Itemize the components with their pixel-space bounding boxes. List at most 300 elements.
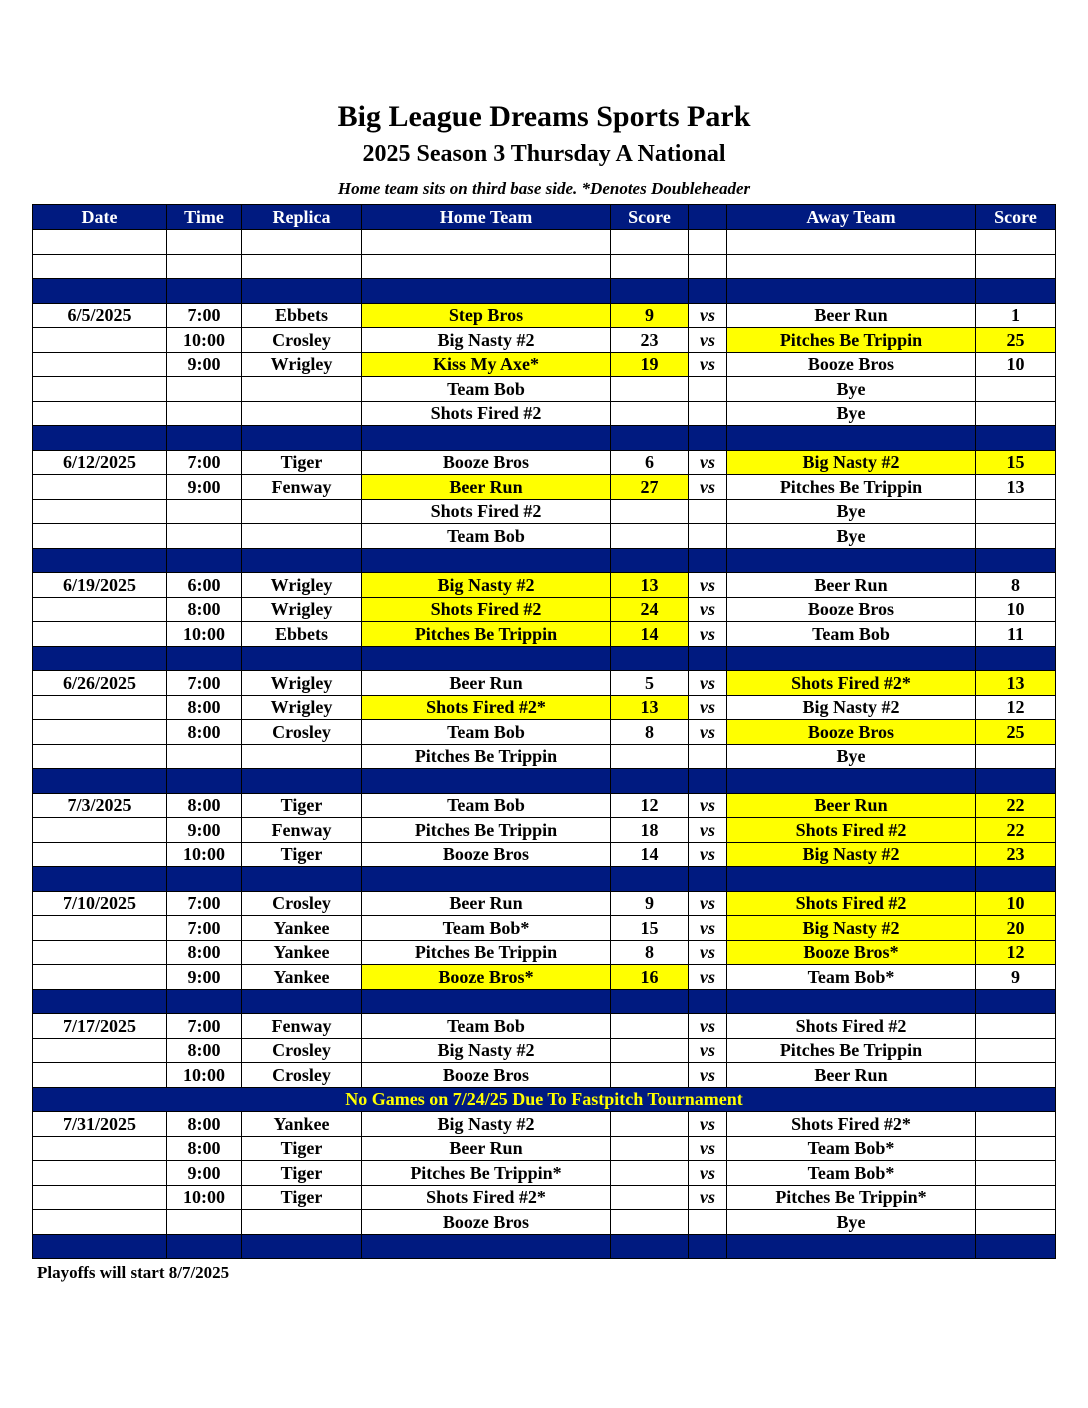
separator-cell: [242, 279, 362, 304]
separator-row: [33, 769, 1056, 794]
replica-cell: Tiger: [242, 450, 362, 475]
no-games-note: No Games on 7/24/25 Due To Fastpitch Tournament: [33, 1087, 1056, 1112]
replica-cell: Yankee: [242, 940, 362, 965]
date-cell: [33, 401, 167, 426]
separator-cell: [689, 769, 727, 794]
away-score-cell: 22: [976, 818, 1056, 843]
date-cell: [33, 597, 167, 622]
page-subtitle: 2025 Season 3 Thursday A National: [362, 141, 726, 167]
table-row: [33, 1014, 1056, 1039]
separator-cell: [33, 279, 167, 304]
home-score-cell: [611, 1014, 689, 1039]
replica-cell: Wrigley: [242, 597, 362, 622]
col-away-score-header: Score: [976, 205, 1056, 230]
home-team-cell: Team Bob: [362, 720, 611, 745]
vs-cell: vs: [689, 1161, 727, 1186]
date-cell: [33, 352, 167, 377]
separator-cell: [611, 426, 689, 451]
separator-cell: [33, 867, 167, 892]
table-row: [33, 1063, 1056, 1088]
home-score-cell: 19: [611, 352, 689, 377]
date-cell: [33, 744, 167, 769]
home-score-cell: [611, 1038, 689, 1063]
replica-cell: Ebbets: [242, 303, 362, 328]
separator-cell: [242, 548, 362, 573]
vs-cell: vs: [689, 303, 727, 328]
date-cell: [33, 916, 167, 941]
away-score-cell: [976, 1136, 1056, 1161]
away-score-cell: 25: [976, 720, 1056, 745]
separator-cell: [976, 1234, 1056, 1259]
separator-cell: [976, 989, 1056, 1014]
time-cell: 7:00: [167, 303, 242, 328]
separator-cell: [727, 426, 976, 451]
separator-cell: [976, 548, 1056, 573]
time-cell: [167, 401, 242, 426]
date-cell: [33, 940, 167, 965]
time-cell: 9:00: [167, 818, 242, 843]
home-team-cell: Step Bros: [362, 303, 611, 328]
home-score-cell: 8: [611, 720, 689, 745]
home-score-cell: 23: [611, 328, 689, 353]
time-cell: 9:00: [167, 1161, 242, 1186]
time-cell: 8:00: [167, 1038, 242, 1063]
date-cell: [33, 328, 167, 353]
replica-cell: Tiger: [242, 793, 362, 818]
table-row: [33, 1185, 1056, 1210]
away-score-cell: [976, 1185, 1056, 1210]
date-cell: 6/12/2025: [33, 450, 167, 475]
separator-cell: [689, 867, 727, 892]
replica-cell: Crosley: [242, 328, 362, 353]
table-row: [33, 1136, 1056, 1161]
table-row: [33, 573, 1056, 598]
separator-cell: [976, 646, 1056, 671]
table-row: [33, 303, 1056, 328]
away-score-cell: 10: [976, 352, 1056, 377]
away-team-cell: Shots Fired #2: [727, 1014, 976, 1039]
time-cell: 8:00: [167, 695, 242, 720]
table-row: [33, 328, 1056, 353]
home-score-cell: [611, 1161, 689, 1186]
home-team-cell: Team Bob: [362, 1014, 611, 1039]
away-team-cell: Bye: [727, 499, 976, 524]
time-cell: 9:00: [167, 965, 242, 990]
date-cell: [33, 475, 167, 500]
home-team-cell: Shots Fired #2: [362, 499, 611, 524]
date-cell: [33, 965, 167, 990]
table-row: [33, 695, 1056, 720]
away-team-cell: Bye: [727, 524, 976, 549]
away-score-cell: [976, 1063, 1056, 1088]
separator-cell: [689, 279, 727, 304]
date-cell: [33, 695, 167, 720]
schedule-note: Home team sits on third base side. *Denotes Doubleheader: [337, 179, 751, 198]
separator-cell: [242, 989, 362, 1014]
playoffs-note: Playoffs will start 8/7/2025: [37, 1263, 230, 1282]
home-team-cell: Pitches Be Trippin*: [362, 1161, 611, 1186]
away-score-cell: 11: [976, 622, 1056, 647]
away-team-cell: Shots Fired #2*: [727, 1112, 976, 1137]
time-cell: 10:00: [167, 622, 242, 647]
date-cell: [33, 818, 167, 843]
home-team-cell: Booze Bros: [362, 842, 611, 867]
home-score-cell: 13: [611, 695, 689, 720]
replica-cell: Wrigley: [242, 695, 362, 720]
home-team-cell: Booze Bros: [362, 450, 611, 475]
blank-cell: [362, 230, 611, 255]
separator-cell: [611, 646, 689, 671]
home-score-cell: 5: [611, 671, 689, 696]
blank-cell: [167, 230, 242, 255]
home-score-cell: 27: [611, 475, 689, 500]
home-team-cell: Team Bob: [362, 793, 611, 818]
away-team-cell: Team Bob*: [727, 1136, 976, 1161]
table-row: [33, 377, 1056, 402]
vs-cell: vs: [689, 891, 727, 916]
table-row: [33, 1210, 1056, 1235]
replica-cell: Crosley: [242, 720, 362, 745]
home-score-cell: [611, 1185, 689, 1210]
page-title: Big League Dreams Sports Park: [337, 100, 751, 133]
replica-cell: Fenway: [242, 818, 362, 843]
col-home-score-header: Score: [611, 205, 689, 230]
separator-cell: [611, 989, 689, 1014]
home-team-cell: Pitches Be Trippin: [362, 940, 611, 965]
date-cell: [33, 842, 167, 867]
home-team-cell: Shots Fired #2*: [362, 695, 611, 720]
away-team-cell: Big Nasty #2: [727, 916, 976, 941]
col-home-team-header: Home Team: [362, 205, 611, 230]
table-row: [33, 671, 1056, 696]
vs-cell: [689, 1210, 727, 1235]
away-score-cell: 15: [976, 450, 1056, 475]
blank-cell: [33, 254, 167, 279]
vs-cell: vs: [689, 1014, 727, 1039]
time-cell: 8:00: [167, 597, 242, 622]
home-score-cell: [611, 1112, 689, 1137]
home-score-cell: 18: [611, 818, 689, 843]
away-team-cell: Bye: [727, 377, 976, 402]
home-score-cell: [611, 1063, 689, 1088]
separator-cell: [689, 548, 727, 573]
separator-cell: [33, 989, 167, 1014]
away-score-cell: [976, 1210, 1056, 1235]
away-team-cell: Team Bob*: [727, 965, 976, 990]
away-score-cell: [976, 1161, 1056, 1186]
schedule-table: [32, 204, 1056, 1259]
table-row: [33, 891, 1056, 916]
table-header-row: [33, 205, 1056, 230]
vs-cell: vs: [689, 720, 727, 745]
replica-cell: [242, 744, 362, 769]
blank-cell: [976, 230, 1056, 255]
date-cell: 6/5/2025: [33, 303, 167, 328]
separator-cell: [611, 279, 689, 304]
replica-cell: Yankee: [242, 1112, 362, 1137]
blank-cell: [611, 230, 689, 255]
date-cell: 7/10/2025: [33, 891, 167, 916]
replica-cell: [242, 401, 362, 426]
separator-cell: [242, 867, 362, 892]
separator-row: [33, 426, 1056, 451]
replica-cell: Tiger: [242, 842, 362, 867]
table-row: [33, 965, 1056, 990]
away-team-cell: Beer Run: [727, 1063, 976, 1088]
home-score-cell: 14: [611, 622, 689, 647]
separator-cell: [167, 867, 242, 892]
separator-cell: [33, 769, 167, 794]
time-cell: 7:00: [167, 450, 242, 475]
home-team-cell: Kiss My Axe*: [362, 352, 611, 377]
separator-cell: [242, 426, 362, 451]
time-cell: 7:00: [167, 1014, 242, 1039]
home-score-cell: [611, 1136, 689, 1161]
vs-cell: vs: [689, 940, 727, 965]
table-row: [33, 793, 1056, 818]
home-team-cell: Pitches Be Trippin: [362, 818, 611, 843]
home-score-cell: [611, 377, 689, 402]
blank-row: [33, 230, 1056, 255]
table-row: [33, 1038, 1056, 1063]
blank-cell: [167, 254, 242, 279]
separator-cell: [611, 1234, 689, 1259]
separator-cell: [976, 426, 1056, 451]
col-date-header: Date: [33, 205, 167, 230]
home-team-cell: Beer Run: [362, 1136, 611, 1161]
home-team-cell: Pitches Be Trippin: [362, 744, 611, 769]
replica-cell: Crosley: [242, 1038, 362, 1063]
vs-cell: [689, 499, 727, 524]
away-score-cell: [976, 744, 1056, 769]
replica-cell: Tiger: [242, 1136, 362, 1161]
home-team-cell: Big Nasty #2: [362, 328, 611, 353]
away-team-cell: Bye: [727, 1210, 976, 1235]
away-team-cell: Shots Fired #2: [727, 818, 976, 843]
separator-cell: [727, 279, 976, 304]
time-cell: 7:00: [167, 671, 242, 696]
separator-row: [33, 867, 1056, 892]
time-cell: 8:00: [167, 793, 242, 818]
vs-cell: vs: [689, 450, 727, 475]
home-score-cell: [611, 524, 689, 549]
separator-row: [33, 279, 1056, 304]
away-score-cell: 25: [976, 328, 1056, 353]
replica-cell: [242, 499, 362, 524]
blank-cell: [727, 230, 976, 255]
home-team-cell: Booze Bros*: [362, 965, 611, 990]
away-score-cell: [976, 1112, 1056, 1137]
away-score-cell: 20: [976, 916, 1056, 941]
home-team-cell: Shots Fired #2: [362, 401, 611, 426]
separator-cell: [689, 1234, 727, 1259]
vs-cell: vs: [689, 965, 727, 990]
home-score-cell: 15: [611, 916, 689, 941]
table-row: [33, 720, 1056, 745]
away-score-cell: [976, 524, 1056, 549]
separator-cell: [727, 548, 976, 573]
time-cell: 6:00: [167, 573, 242, 598]
time-cell: 9:00: [167, 475, 242, 500]
table-row: [33, 1112, 1056, 1137]
table-row: [33, 818, 1056, 843]
col-time-header: Time: [167, 205, 242, 230]
blank-cell: [242, 230, 362, 255]
away-team-cell: Beer Run: [727, 303, 976, 328]
away-team-cell: Pitches Be Trippin: [727, 475, 976, 500]
time-cell: 9:00: [167, 352, 242, 377]
away-score-cell: 12: [976, 695, 1056, 720]
blank-cell: [689, 254, 727, 279]
separator-cell: [33, 646, 167, 671]
home-score-cell: 9: [611, 891, 689, 916]
separator-cell: [242, 769, 362, 794]
time-cell: 8:00: [167, 1112, 242, 1137]
date-cell: 7/31/2025: [33, 1112, 167, 1137]
separator-cell: [362, 989, 611, 1014]
date-cell: [33, 1063, 167, 1088]
away-team-cell: Team Bob*: [727, 1161, 976, 1186]
separator-cell: [362, 548, 611, 573]
away-team-cell: Bye: [727, 401, 976, 426]
separator-cell: [976, 867, 1056, 892]
vs-cell: vs: [689, 1038, 727, 1063]
vs-cell: [689, 744, 727, 769]
time-cell: 7:00: [167, 916, 242, 941]
vs-cell: vs: [689, 1136, 727, 1161]
separator-cell: [727, 989, 976, 1014]
separator-cell: [727, 867, 976, 892]
away-team-cell: Booze Bros: [727, 352, 976, 377]
home-score-cell: 12: [611, 793, 689, 818]
vs-cell: vs: [689, 695, 727, 720]
date-cell: 6/26/2025: [33, 671, 167, 696]
away-score-cell: 10: [976, 597, 1056, 622]
away-team-cell: Pitches Be Trippin: [727, 1038, 976, 1063]
time-cell: 10:00: [167, 1185, 242, 1210]
separator-cell: [167, 279, 242, 304]
away-score-cell: [976, 1038, 1056, 1063]
table-row: [33, 524, 1056, 549]
time-cell: [167, 524, 242, 549]
date-cell: [33, 720, 167, 745]
time-cell: 7:00: [167, 891, 242, 916]
schedule-body: [33, 230, 1056, 1259]
away-score-cell: 13: [976, 475, 1056, 500]
away-team-cell: Team Bob: [727, 622, 976, 647]
vs-cell: vs: [689, 328, 727, 353]
separator-cell: [362, 1234, 611, 1259]
away-score-cell: 8: [976, 573, 1056, 598]
vs-cell: vs: [689, 1112, 727, 1137]
vs-cell: vs: [689, 818, 727, 843]
time-cell: [167, 1210, 242, 1235]
away-team-cell: Shots Fired #2: [727, 891, 976, 916]
vs-cell: vs: [689, 573, 727, 598]
no-games-note-row: [33, 1087, 1056, 1112]
replica-cell: Wrigley: [242, 352, 362, 377]
vs-cell: [689, 524, 727, 549]
away-team-cell: Booze Bros: [727, 597, 976, 622]
separator-cell: [33, 426, 167, 451]
home-team-cell: Big Nasty #2: [362, 573, 611, 598]
away-team-cell: Beer Run: [727, 573, 976, 598]
replica-cell: Tiger: [242, 1185, 362, 1210]
separator-cell: [167, 1234, 242, 1259]
separator-cell: [362, 867, 611, 892]
home-team-cell: Big Nasty #2: [362, 1038, 611, 1063]
home-team-cell: Team Bob*: [362, 916, 611, 941]
away-team-cell: Big Nasty #2: [727, 842, 976, 867]
home-team-cell: Team Bob: [362, 524, 611, 549]
away-score-cell: [976, 499, 1056, 524]
replica-cell: [242, 1210, 362, 1235]
away-score-cell: [976, 401, 1056, 426]
home-score-cell: 16: [611, 965, 689, 990]
vs-cell: vs: [689, 1185, 727, 1210]
replica-cell: Crosley: [242, 1063, 362, 1088]
home-team-cell: Big Nasty #2: [362, 1112, 611, 1137]
table-row: [33, 744, 1056, 769]
separator-cell: [727, 769, 976, 794]
separator-cell: [362, 646, 611, 671]
time-cell: 10:00: [167, 842, 242, 867]
col-vs-header: [689, 205, 727, 230]
blank-cell: [242, 254, 362, 279]
home-score-cell: 24: [611, 597, 689, 622]
home-team-cell: Beer Run: [362, 475, 611, 500]
date-cell: [33, 1161, 167, 1186]
separator-cell: [727, 1234, 976, 1259]
replica-cell: Fenway: [242, 1014, 362, 1039]
table-row: [33, 622, 1056, 647]
col-replica-header: Replica: [242, 205, 362, 230]
home-score-cell: 8: [611, 940, 689, 965]
separator-cell: [242, 646, 362, 671]
date-cell: [33, 1210, 167, 1235]
separator-cell: [611, 769, 689, 794]
home-team-cell: Booze Bros: [362, 1210, 611, 1235]
date-cell: 7/3/2025: [33, 793, 167, 818]
time-cell: 8:00: [167, 940, 242, 965]
away-score-cell: 23: [976, 842, 1056, 867]
separator-cell: [362, 279, 611, 304]
vs-cell: vs: [689, 916, 727, 941]
home-score-cell: 14: [611, 842, 689, 867]
date-cell: 6/19/2025: [33, 573, 167, 598]
home-score-cell: [611, 744, 689, 769]
date-cell: [33, 524, 167, 549]
separator-cell: [727, 646, 976, 671]
separator-cell: [167, 769, 242, 794]
separator-cell: [611, 548, 689, 573]
away-score-cell: 22: [976, 793, 1056, 818]
home-team-cell: Shots Fired #2*: [362, 1185, 611, 1210]
home-team-cell: Booze Bros: [362, 1063, 611, 1088]
table-row: [33, 597, 1056, 622]
home-score-cell: 6: [611, 450, 689, 475]
separator-cell: [976, 279, 1056, 304]
table-row: [33, 1161, 1056, 1186]
vs-cell: vs: [689, 1063, 727, 1088]
date-cell: 7/17/2025: [33, 1014, 167, 1039]
separator-cell: [33, 548, 167, 573]
separator-row: [33, 1234, 1056, 1259]
away-team-cell: Booze Bros: [727, 720, 976, 745]
separator-cell: [976, 769, 1056, 794]
time-cell: 10:00: [167, 328, 242, 353]
separator-row: [33, 548, 1056, 573]
